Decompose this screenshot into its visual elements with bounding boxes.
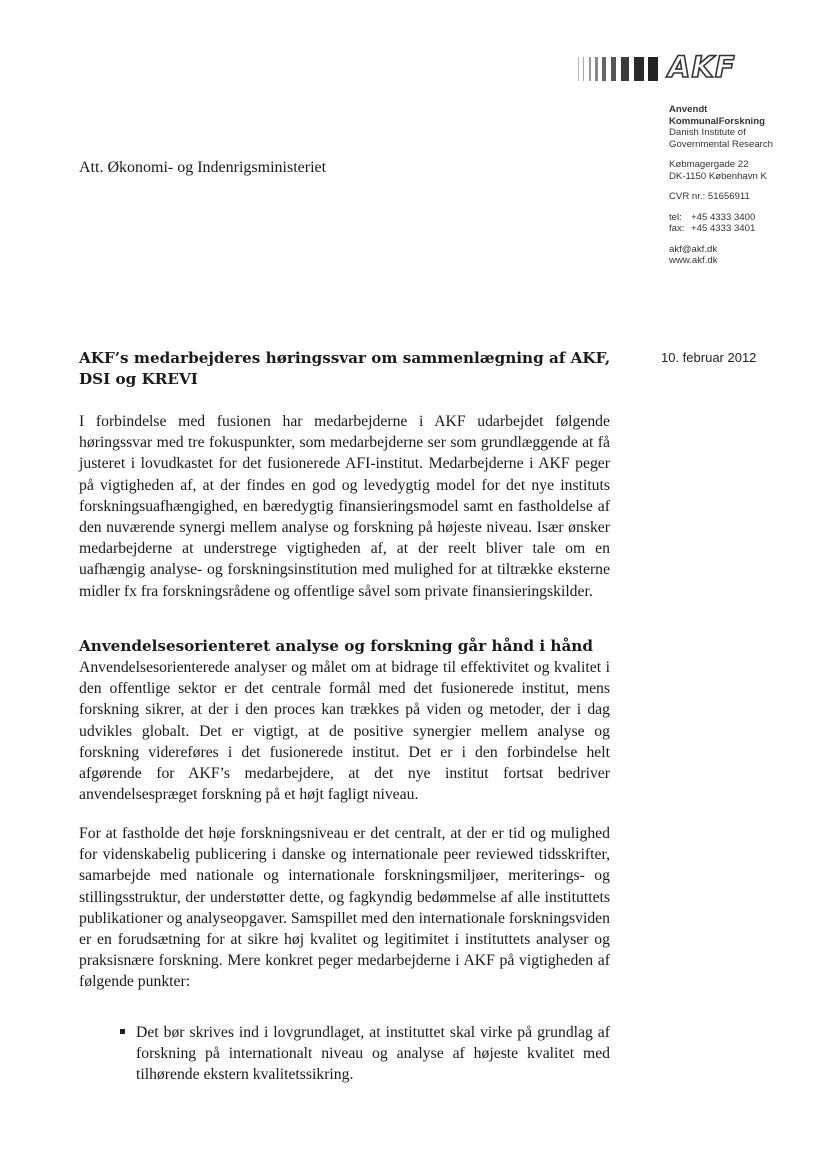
recipient: Att. Økonomi- og Indenrigsministeriet xyxy=(79,159,327,176)
logo-bar xyxy=(589,57,591,81)
web-link[interactable]: www.akf.dk xyxy=(669,255,718,266)
akf-logo xyxy=(574,50,754,85)
points-list xyxy=(79,1022,610,1086)
phone-label: tel: xyxy=(669,211,682,223)
phone-number: +45 4333 3400 xyxy=(691,211,756,223)
logo-bar xyxy=(634,57,644,81)
section-paragraph: Anvendelsesorienterede analyser og målet om at bidrage til effektivitet og kvalitet i den offentlige sektor er det centrale formål med det fusionerede institut, mens forskning sikrer, at der i den proces kan trækkes på viden og metoder, der i dag udvikles globalt. Det er vigtigt, at de positive synergier mellem analyse og forskning videreføres i det fusionerede institut. Det er i den forbindelse helt afgørende for AKF’s medarbejdere, at det nye institut fortsat bedriver anvendelsespræget forskning på et højt fagligt niveau. xyxy=(79,659,610,804)
list-item xyxy=(79,1022,610,1086)
research-paragraph: For at fastholde det høje forskningsniveau er det centralt, at der er tid og mulighed for videnskabelig publicering i danske og internationale peer reviewed tidsskrifter, samarbejde med nationale og internationale forskningsmiljøer, meriterings- og stillingsstruktur, der understøtter dette, og fagkyndig bedømmelse af alle instituttets publikationer og analyseopgaver. Samspillet med den internationale forskningsviden er en forudsætning for at sikre høj kvalitet og legitimitet i instituttets analyser og praksisnære forskning. Mere konkret peger medarbejderne i AKF på vigtigheden af følgende punkter: xyxy=(79,825,610,991)
address-line: Købmagergade 22 xyxy=(669,159,749,170)
logo-bar xyxy=(578,57,579,81)
logo-wordmark: AKF xyxy=(668,50,736,84)
letter-title: AKF’s medarbejderes høringssvar om sammenlægning af AKF, DSI og KREVI xyxy=(79,349,611,388)
fax-row xyxy=(669,223,799,235)
logo-bar xyxy=(611,57,616,81)
cvr-number: CVR nr.: 51656911 xyxy=(669,191,750,202)
bullet-icon xyxy=(120,1029,125,1034)
email-link[interactable]: akf@akf.dk xyxy=(669,243,718,255)
address-line: DK-1150 København K xyxy=(669,170,767,182)
letter-date: 10. februar 2012 xyxy=(661,350,757,365)
list-item-text: Det bør skrives ind i lovgrundlaget, at instituttet skal virke på grundlag af forskning på internationalt niveau og analyse af højeste kvalitet med tilhørende ekstern kvalitetssikring. xyxy=(136,1024,610,1084)
logo-bar xyxy=(621,57,629,81)
fax-number: +45 4333 3401 xyxy=(691,223,756,234)
section-heading: Anvendelsesorienteret analyse og forskning går hånd i hånd xyxy=(79,637,593,655)
org-name-line: Anvendt xyxy=(669,104,708,115)
phone-row xyxy=(669,212,799,224)
org-name-line: KommunalForskning xyxy=(669,115,765,127)
logo-bar xyxy=(648,57,658,81)
sender-info xyxy=(669,104,799,267)
intro-paragraph: I forbindelse med fusionen har medarbejderne i AKF udarbejdet følgende høringssvar med tre fokuspunkter, som medarbejderne ser som grundlæggende at få justeret i lovudkastet for det fusionerede AFI-institut. Medarbejderne i AKF peger på vigtigheden af, at der findes en god og levedygtig model for det nye instituts forskningsuafhængighed, en bæredygtig finansieringsmodel samt en fastholdelse af den nuværende synergi mellem analyse og forskning på højeste niveau. Især ønsker medarbejderne at understrege vigtigheden af, at der reelt bliver tale om en uafhængig analyse- og forskningsinstitution med mulighed for at tiltrække eksterne midler fx fra forskningsrådene og offentlige såvel som private finansieringskilder. xyxy=(79,413,610,600)
logo-bar xyxy=(602,57,606,81)
org-name-line: Governmental Research xyxy=(669,138,773,150)
logo-bar xyxy=(595,57,598,81)
org-name-line: Danish Institute of xyxy=(669,127,746,138)
logo-bar xyxy=(583,57,584,81)
logo-bars xyxy=(574,57,660,81)
fax-label: fax: xyxy=(669,223,685,234)
